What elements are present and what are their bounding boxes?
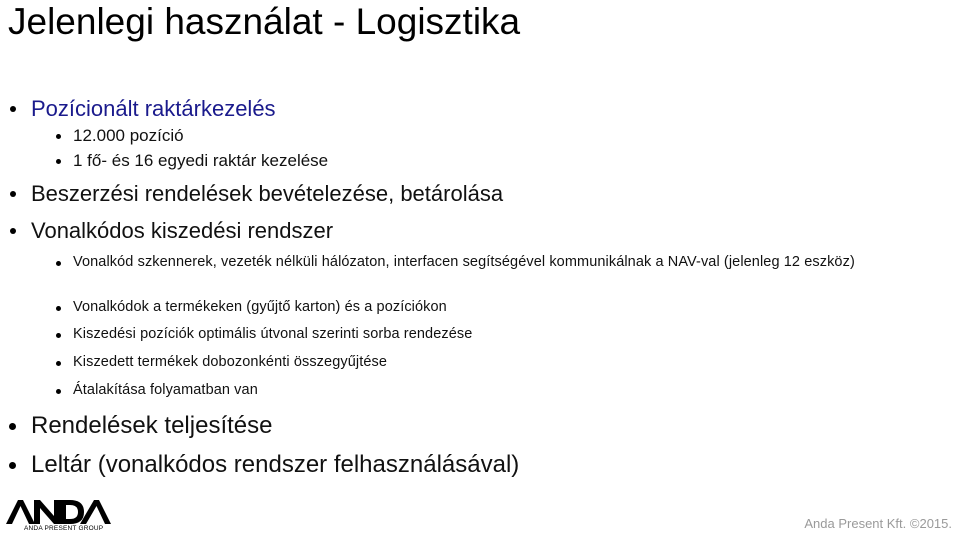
bullet-inventory: Leltár (vonalkódos rendszer felhasználásával) (31, 451, 520, 478)
bullet-barcode-picking: Vonalkódos kiszedési rendszer (31, 218, 334, 243)
sub-bullet-warehouses: 1 fő- és 16 egyedi raktár kezelése (73, 151, 329, 170)
sub-bullet-positions: 12.000 pozíció (73, 126, 184, 145)
footer-copyright: Anda Present Kft. ©2015. (804, 516, 952, 531)
sub-bullet-route-optimization: Kiszedési pozíciók optimális útvonal szerinti sorba rendezése (73, 326, 473, 342)
bullet-positioned-warehouse: Pozícionált raktárkezelés (31, 96, 276, 121)
bullet-purchase-orders: Beszerzési rendelések bevételezése, betárolása (31, 181, 504, 206)
sub-bullet-box-collection: Kiszedett termékek dobozonkénti összegyűjtése (73, 354, 388, 370)
sub-bullet-scanners: Vonalkód szkennerek, vezeték nélküli hálózaton, interfacen segítségével kommunikálnak a NAV-val (jelenleg 12 eszköz) (73, 254, 953, 271)
sub-bullet-barcodes: Vonalkódok a termékeken (gyűjtő karton) és a pozíciókon (73, 299, 447, 315)
logo-subtext: ANDA PRESENT GROUP (24, 525, 104, 532)
bullet-order-fulfillment: Rendelések teljesítése (31, 412, 273, 439)
sub-bullet-in-progress: Átalakítása folyamatban van (73, 382, 258, 398)
slide-title: Jelenlegi használat - Logisztika (8, 1, 521, 42)
